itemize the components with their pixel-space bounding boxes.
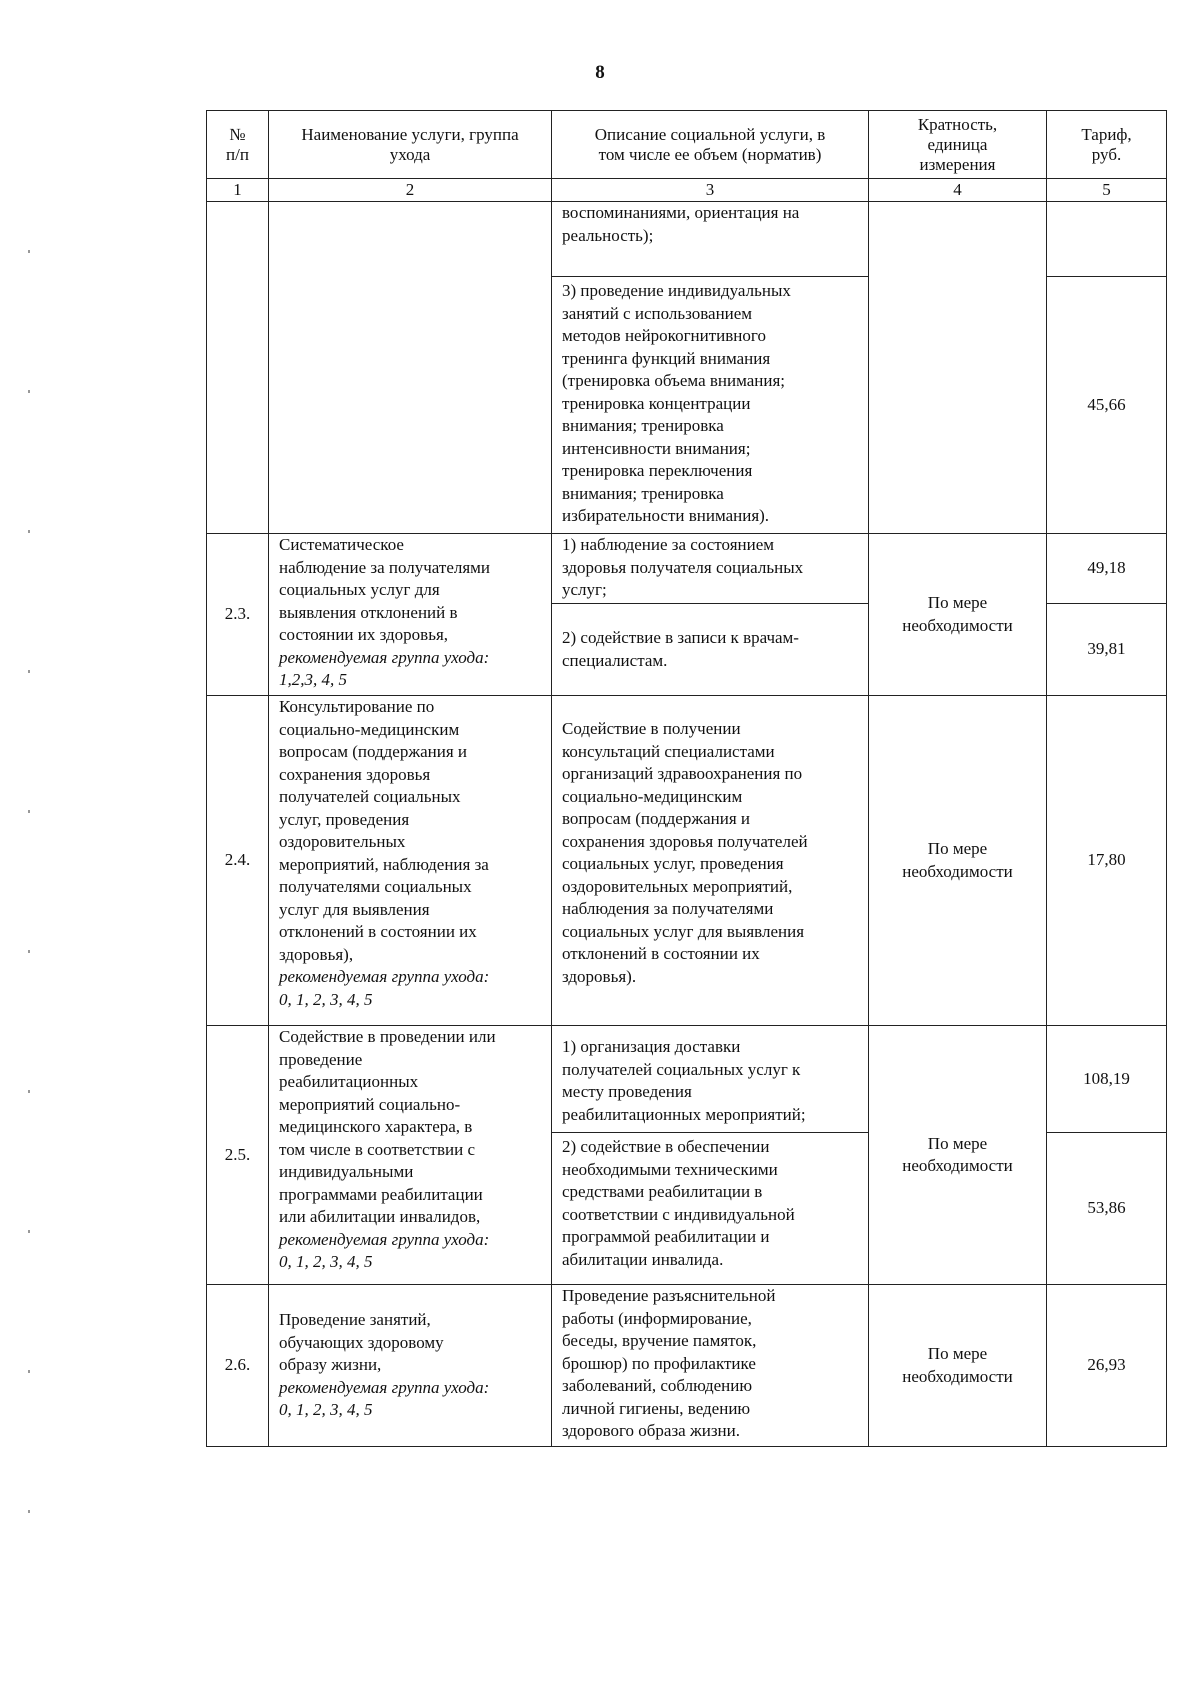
- row-2-5-frequency: По мере необходимости: [869, 1026, 1047, 1285]
- row-2-5-tariff-1: 108,19: [1047, 1026, 1167, 1133]
- table-row-2-5-a: [207, 1026, 1167, 1133]
- row-2-4-description: Содействие в получении консультаций специалистами организаций здравоохранения по социально-медицинским вопросам (поддержания и сохранения здоровья получателей социальных услуг, проведения оздоровительных мероприятий, наблюдения за получателями социальных услуг для выявления отклонений в состоянии их здоровья).: [552, 696, 869, 1026]
- row-2-5-num: 2.5.: [207, 1026, 269, 1285]
- row-2-6-name: Проведение занятий, обучающих здоровому образу жизни, рекомендуемая группа ухода: 0, 1, 2, 3, 4, 5: [269, 1285, 552, 1447]
- row-2-4-frequency: По мере необходимости: [869, 696, 1047, 1026]
- column-index-5: 5: [1047, 179, 1167, 202]
- row-2-3-item-2: 2) содействие в записи к врачам- специалистам.: [552, 604, 869, 696]
- row-2-3-tariff-1: 49,18: [1047, 534, 1167, 604]
- row-2-6-tariff: 26,93: [1047, 1285, 1167, 1447]
- header-description: Описание социальной услуги, в том числе ее объем (норматив): [552, 111, 869, 179]
- row-2-4-care-group-label: рекомендуемая группа ухода:: [279, 967, 490, 986]
- row-2-5-name: Содействие в проведении или проведение реабилитационных мероприятий социально- медицинского характера, в том числе в соответствии с индивидуальными программами реабилитации или абилитации инвалидов, рекомендуемая группа ухода: 0, 1, 2, 3, 4, 5: [269, 1026, 552, 1285]
- scan-margin-marks: [28, 250, 30, 1600]
- row-2-5-care-group-values: 0, 1, 2, 3, 4, 5: [279, 1252, 373, 1271]
- row-2-6-num: 2.6.: [207, 1285, 269, 1447]
- row-2-6-care-group-values: 0, 1, 2, 3, 4, 5: [279, 1400, 373, 1420]
- row-2-3-num: 2.3.: [207, 534, 269, 696]
- row-2-3-frequency: По мере необходимости: [869, 534, 1047, 696]
- row-2-3-tariff-2: 39,81: [1047, 604, 1167, 696]
- header-num: № п/п: [207, 111, 269, 179]
- header-row: [207, 111, 1167, 179]
- continuation-description-b: 3) проведение индивидуальных занятий с использованием методов нейрокогнитивного тренинга функций внимания (тренировка объема внимания; тренировка концентрации внимания; тренировка интенсивности внимания; тренировка переключения внимания; тренировка избирательности внимания).: [552, 277, 869, 534]
- column-index-row: [207, 179, 1167, 202]
- continuation-num-cell: [207, 202, 269, 534]
- row-2-6-frequency: По мере необходимости: [869, 1285, 1047, 1447]
- services-tariff-table: [206, 110, 1167, 1447]
- header-tariff: Тариф, руб.: [1047, 111, 1167, 179]
- row-2-3-care-group-values: 1,2,3, 4, 5: [279, 670, 347, 689]
- column-index-4: 4: [869, 179, 1047, 202]
- header-service-name: Наименование услуги, группа ухода: [269, 111, 552, 179]
- row-2-5-item-1: 1) организация доставки получателей социальных услуг к месту проведения реабилитационных мероприятий;: [552, 1026, 869, 1133]
- column-index-3: 3: [552, 179, 869, 202]
- row-2-3-name: Систематическое наблюдение за получателями социальных услуг для выявления отклонений в состоянии их здоровья, рекомендуемая группа ухода: 1,2,3, 4, 5: [269, 534, 552, 696]
- continuation-tariff-b: 45,66: [1047, 277, 1167, 534]
- row-2-3-care-group-label: рекомендуемая группа ухода:: [279, 647, 490, 667]
- table-row-continuation-a: [207, 202, 1167, 277]
- header-frequency: Кратность, единица измерения: [869, 111, 1047, 179]
- continuation-frequency-cell: [869, 202, 1047, 534]
- continuation-description-a: воспоминаниями, ориентация на реальность);: [552, 202, 869, 277]
- row-2-6-care-group-label: рекомендуемая группа ухода:: [279, 1377, 490, 1397]
- row-2-5-tariff-2: 53,86: [1047, 1133, 1167, 1285]
- continuation-tariff-a: [1047, 202, 1167, 277]
- column-index-2: 2: [269, 179, 552, 202]
- page-number: 8: [595, 62, 605, 83]
- row-2-4-care-group-values: 0, 1, 2, 3, 4, 5: [279, 989, 373, 1009]
- row-2-3-item-1: 1) наблюдение за состоянием здоровья получателя социальных услуг;: [552, 534, 869, 604]
- row-2-4-tariff: 17,80: [1047, 696, 1167, 1026]
- row-2-4-name: Консультирование по социально-медицинским вопросам (поддержания и сохранения здоровья получателей социальных услуг, проведения оздоровительных мероприятий, наблюдения за получателями социальных услуг для выявления отклонений в состоянии их здоровья), рекомендуемая группа ухода: 0, 1, 2, 3, 4, 5: [269, 696, 552, 1026]
- row-2-5-item-2: 2) содействие в обеспечении необходимыми техническими средствами реабилитации в соответствии с индивидуальной программой реабилитации и абилитации инвалида.: [552, 1133, 869, 1285]
- row-2-4-num: 2.4.: [207, 696, 269, 1026]
- row-2-6-description: Проведение разъяснительной работы (информирование, беседы, вручение памяток, брошюр) по профилактике заболеваний, соблюдению личной гигиены, ведению здорового образа жизни.: [552, 1285, 869, 1447]
- column-index-1: 1: [207, 179, 269, 202]
- table-row-2-4: [207, 696, 1167, 1026]
- table-row-2-6: [207, 1285, 1167, 1447]
- continuation-name-cell: [269, 202, 552, 534]
- table-row-2-3-a: [207, 534, 1167, 604]
- row-2-5-care-group-label: рекомендуемая группа ухода:: [279, 1229, 490, 1249]
